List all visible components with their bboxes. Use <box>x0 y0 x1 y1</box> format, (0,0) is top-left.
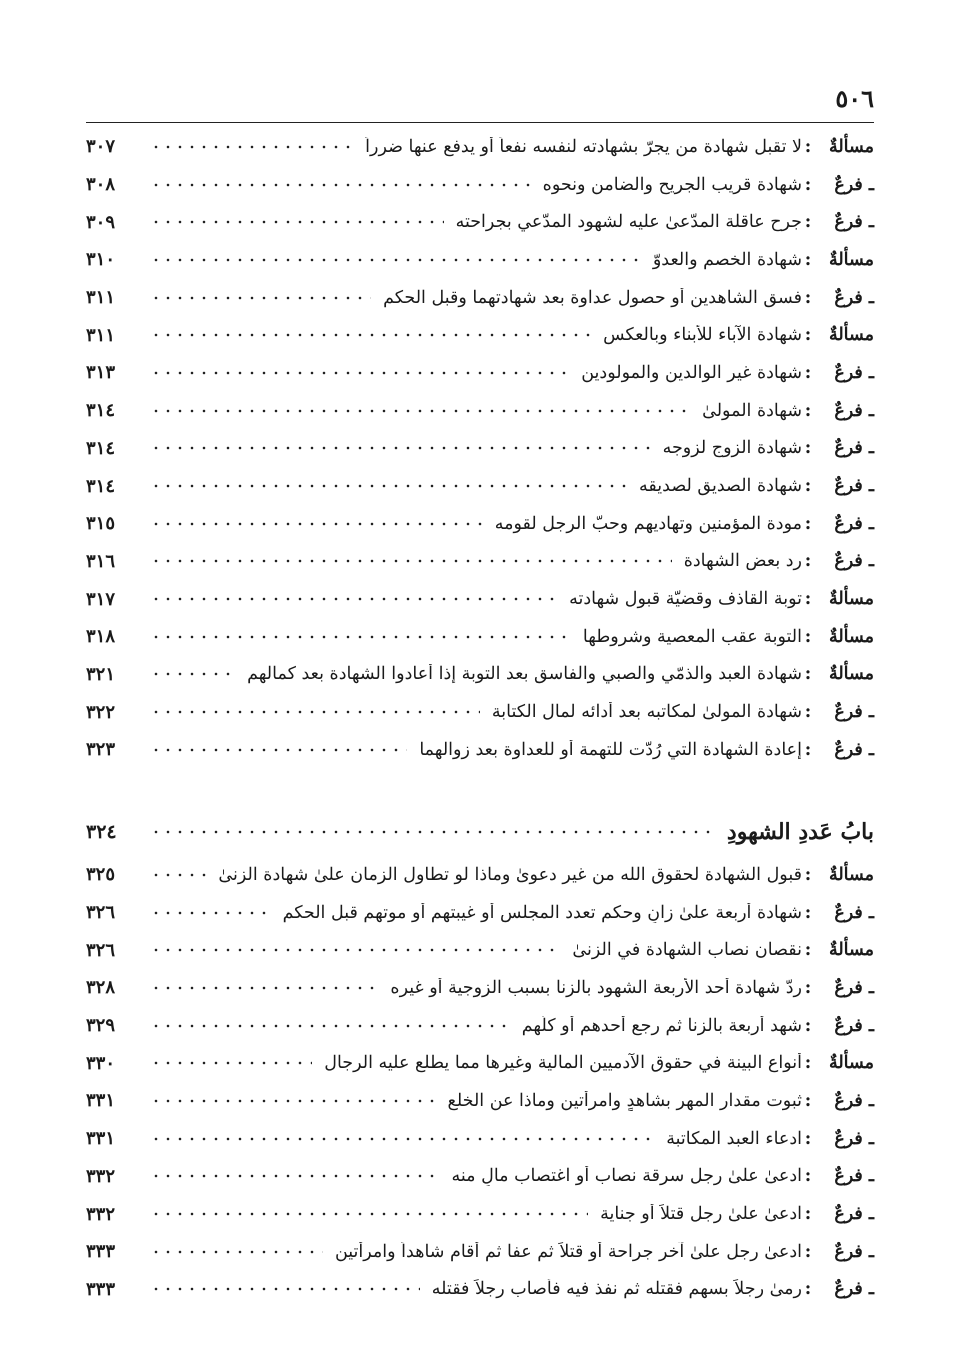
toc-entry <box>86 1082 874 1120</box>
entry-text: شهادة الخصم والعدوّ <box>652 249 802 270</box>
entry-page: ٣٢٦ <box>86 939 116 961</box>
chapter-heading <box>86 808 874 856</box>
entry-label: ـ فرعٌ <box>834 438 874 459</box>
dot-leader <box>150 1092 436 1110</box>
entry-text: شهادة الصديق لصديقه <box>639 476 802 497</box>
entry-label: مسألةٌ <box>828 664 874 685</box>
entry-colon: : <box>804 136 812 157</box>
toc-entry <box>86 969 874 1007</box>
entry-label: ـ فرعٌ <box>834 1015 874 1036</box>
entry-colon: : <box>804 174 812 195</box>
entry-text: ادعىٰ علىٰ رجل قتلاً أو جناية <box>600 1204 802 1225</box>
dot-leader <box>150 552 672 570</box>
entry-colon: : <box>804 1204 812 1225</box>
entry-page: ٣٣٣ <box>86 1278 116 1300</box>
entry-text: توبة القاذف وقضيّة قبول شهادته <box>569 589 802 610</box>
entry-page: ٣١١ <box>86 287 116 309</box>
dot-leader <box>150 1130 654 1148</box>
entry-text: ردّ شهادة أحد الأربعة الشهود بالزنا بسبب الزوجية أو غيره <box>390 977 802 998</box>
entry-colon: : <box>804 362 812 383</box>
entry-label: ـ فرعٌ <box>834 551 874 572</box>
entry-colon: : <box>804 626 812 647</box>
entry-colon: : <box>804 400 812 421</box>
entry-page: ٣٠٨ <box>86 174 116 196</box>
entry-colon: : <box>804 702 812 723</box>
entry-label: ـ فرعٌ <box>834 362 874 383</box>
entry-page: ٣٣٢ <box>86 1203 116 1225</box>
entry-text: رمىٰ رجلاً بسهم فقتله ثم نفذ فيه فأصاب رجلاً فقتله <box>431 1279 802 1300</box>
dot-leader <box>150 703 480 721</box>
entry-colon: : <box>804 1015 812 1036</box>
entry-page: ٣٢٥ <box>86 864 116 886</box>
dot-leader <box>150 665 235 683</box>
entry-page: ٣٢٢ <box>86 701 116 723</box>
entry-label: ـ فرعٌ <box>834 1204 874 1225</box>
dot-leader <box>150 251 641 269</box>
entry-colon: : <box>804 325 812 346</box>
entry-label: ـ فرعٌ <box>834 1241 874 1262</box>
entry-page: ٣٠٧ <box>86 136 116 158</box>
entry-label: ـ فرعٌ <box>834 400 874 421</box>
toc-entry <box>86 1007 874 1045</box>
toc-entry <box>86 1120 874 1158</box>
entry-text: جرح عاقلة المدّعىٰ عليه لشهود المدّعي بجراحته <box>455 212 802 233</box>
entry-page: ٣١٨ <box>86 626 116 648</box>
entry-text: ادعىٰ علىٰ رجل سرقة نصاب أو اغتصاب مالٍ منه <box>451 1166 802 1187</box>
entry-label: ـ فرعٌ <box>834 702 874 723</box>
toc-entry <box>86 731 874 769</box>
dot-leader <box>150 1243 323 1261</box>
entry-label: ـ فرعٌ <box>834 513 874 534</box>
header-rule <box>86 122 874 123</box>
entry-label: ـ فرعٌ <box>834 977 874 998</box>
entry-page: ٣٣١ <box>86 1128 116 1150</box>
entry-label: مسألةٌ <box>828 136 874 157</box>
entry-text: شهادة غير الوالدين والمولودين <box>581 362 802 383</box>
entry-colon: : <box>804 551 812 572</box>
entry-label: ـ فرعٌ <box>834 287 874 308</box>
entry-colon: : <box>804 940 812 961</box>
entry-text: شهادة المولىٰ <box>702 400 802 421</box>
dot-leader <box>150 176 531 194</box>
entry-page: ٣١٧ <box>86 588 116 610</box>
dot-leader <box>150 1280 420 1298</box>
dot-leader <box>150 138 353 156</box>
entry-text: نقصان نصاب الشهادة في الزنىٰ <box>572 940 802 961</box>
toc-entry <box>86 203 874 241</box>
dot-leader <box>150 326 591 344</box>
entry-label: مسألةٌ <box>828 1053 874 1074</box>
entry-page: ٣١٤ <box>86 475 116 497</box>
dot-leader <box>150 364 569 382</box>
dot-leader <box>150 402 690 420</box>
dot-leader <box>150 823 715 841</box>
toc-section-1 <box>86 128 874 769</box>
entry-text: شهادة الآباء للأبناء وبالعكس <box>603 325 802 346</box>
dot-leader <box>150 979 378 997</box>
toc-section-2 <box>86 808 874 1308</box>
dot-leader <box>150 904 271 922</box>
entry-colon: : <box>804 212 812 233</box>
entry-text: شهد أربعة بالزنا ثم رجع أحدهم أو كلّهم <box>521 1015 802 1036</box>
entry-text: قبول الشهادة لحقوق الله من غير دعوىٰ وماذا لو تطاول الزمان علىٰ شهادة الزنىٰ <box>218 864 802 885</box>
entry-page: ٣١٠ <box>86 249 116 271</box>
entry-colon: : <box>804 513 812 534</box>
entry-label: ـ فرعٌ <box>834 1128 874 1149</box>
entry-page: ٣٢٨ <box>86 977 116 999</box>
toc-entry <box>86 894 874 932</box>
entry-text: شهادة قريب الجريح والضامن ونحوه <box>542 174 802 195</box>
entry-page: ٣١٣ <box>86 362 116 384</box>
entry-page: ٣١٤ <box>86 437 116 459</box>
entry-colon: : <box>804 864 812 885</box>
chapter-title: بابُ عَددِ الشهودِ <box>726 819 874 845</box>
dot-leader <box>150 866 206 884</box>
chapter-page: ٣٢٤ <box>86 821 117 843</box>
toc-entry <box>86 354 874 392</box>
entry-text: ادعاء العبد المكاتبة <box>666 1128 802 1149</box>
entry-colon: : <box>804 739 812 760</box>
entry-label: مسألةٌ <box>828 325 874 346</box>
toc-entry <box>86 1233 874 1271</box>
toc-entry <box>86 505 874 543</box>
entry-page: ٣٣٢ <box>86 1165 116 1187</box>
dot-leader <box>150 1167 440 1185</box>
entry-colon: : <box>804 438 812 459</box>
entry-colon: : <box>804 1279 812 1300</box>
entry-label: ـ فرعٌ <box>834 476 874 497</box>
entry-page: ٣٢٣ <box>86 739 116 761</box>
entry-label: مسألةٌ <box>828 589 874 610</box>
entry-text: التوبة عقب المعصية وشروطها <box>582 626 802 647</box>
dot-leader <box>150 1205 588 1223</box>
dot-leader <box>150 741 407 759</box>
entry-page: ٣١٥ <box>86 513 116 535</box>
toc-entry <box>86 931 874 969</box>
toc-entry <box>86 543 874 581</box>
entry-colon: : <box>804 664 812 685</box>
entry-page: ٣١٦ <box>86 550 116 572</box>
entry-label: ـ فرعٌ <box>834 739 874 760</box>
toc-entry <box>86 856 874 894</box>
dot-leader <box>150 1054 312 1072</box>
toc-entry <box>86 166 874 204</box>
dot-leader <box>150 941 560 959</box>
toc-entry <box>86 430 874 468</box>
entry-colon: : <box>804 476 812 497</box>
entry-label: ـ فرعٌ <box>834 1090 874 1111</box>
dot-leader <box>150 477 627 495</box>
toc-entry <box>86 279 874 317</box>
toc-entry <box>86 618 874 656</box>
entry-label: مسألةٌ <box>828 626 874 647</box>
entry-label: ـ فرعٌ <box>834 1279 874 1300</box>
toc-entry <box>86 392 874 430</box>
entry-page: ٣٢١ <box>86 663 116 685</box>
entry-colon: : <box>804 1166 812 1187</box>
toc-entry <box>86 1158 874 1196</box>
entry-page: ٣٣٠ <box>86 1052 116 1074</box>
entry-text: شهادة العبد والذمّي والصبي والفاسق بعد التوبة إذا أعادوا الشهادة بعد كمالهم <box>247 664 802 685</box>
entry-label: مسألةٌ <box>828 940 874 961</box>
entry-page: ٣٢٦ <box>86 902 116 924</box>
entry-colon: : <box>804 1053 812 1074</box>
entry-label: ـ فرعٌ <box>834 212 874 233</box>
entry-label: مسألةٌ <box>828 864 874 885</box>
entry-colon: : <box>804 249 812 270</box>
entry-page: ٣٣٣ <box>86 1241 116 1263</box>
entry-colon: : <box>804 1241 812 1262</box>
toc-entry <box>86 1271 874 1309</box>
entry-label: ـ فرعٌ <box>834 174 874 195</box>
entry-label: ـ فرعٌ <box>834 1166 874 1187</box>
entry-text: لا تقبل شهادة من يجرّ بشهادته لنفسه نفعاً أو يدفع عنها ضرراً <box>365 136 802 157</box>
toc-entry <box>86 467 874 505</box>
entry-page: ٣٠٩ <box>86 211 116 233</box>
dot-leader <box>150 628 571 646</box>
entry-text: شهادة الزوج لزوجه <box>662 438 802 459</box>
toc-entry <box>86 580 874 618</box>
entry-page: ٣١٤ <box>86 400 116 422</box>
entry-colon: : <box>804 589 812 610</box>
entry-label: مسألةٌ <box>828 249 874 270</box>
entry-text: فسق الشاهدين أو حصول عداوة بعد شهادتهما وقبل الحكم <box>383 287 802 308</box>
entry-colon: : <box>804 977 812 998</box>
toc-entry <box>86 1044 874 1082</box>
entry-label: ـ فرعٌ <box>834 902 874 923</box>
entry-text: ثبوت مقدار المهر بشاهدٍ وامرأتين وماذا عن الخلع <box>447 1090 802 1111</box>
entry-colon: : <box>804 1128 812 1149</box>
page-number: ٥٠٦ <box>835 84 874 113</box>
toc-entry <box>86 1195 874 1233</box>
dot-leader <box>150 289 371 307</box>
entry-text: إعادة الشهادة التي رُدّت للتهمة أو للعداوة بعد زوالهما <box>419 739 802 760</box>
toc-entry <box>86 128 874 166</box>
entry-text: ادعىٰ رجل علىٰ آخر جراحة أو قتلاً ثم عفا ثم أقام شاهداً وامرأتين <box>334 1241 802 1262</box>
toc-entry <box>86 316 874 354</box>
entry-text: رد بعض الشهادة <box>683 551 802 572</box>
toc-entry <box>86 241 874 279</box>
dot-leader <box>150 515 483 533</box>
entry-text: شهادة المولىٰ لمكاتبه بعد أدائه لمال الكتابة <box>491 702 802 723</box>
entry-colon: : <box>804 287 812 308</box>
entry-page: ٣١١ <box>86 324 116 346</box>
entry-page: ٣٢٩ <box>86 1015 116 1037</box>
entry-colon: : <box>804 902 812 923</box>
dot-leader <box>150 213 444 231</box>
toc-entry <box>86 693 874 731</box>
dot-leader <box>150 590 557 608</box>
dot-leader <box>150 1017 510 1035</box>
entry-text: أنواع البينة في حقوق الآدميين المالية وغيرها مما يطلع عليه الرجال <box>324 1053 802 1074</box>
dot-leader <box>150 439 651 457</box>
entry-text: مودة المؤمنين وتهاديهم وحبّ الرجل لقومه <box>494 513 802 534</box>
entry-colon: : <box>804 1090 812 1111</box>
toc-entry <box>86 656 874 694</box>
entry-page: ٣٣١ <box>86 1090 116 1112</box>
entry-text: شهادة أربعة علىٰ زانٍ وحكم تعدد المجلس أو غيبتهم أو موتهم قبل الحكم <box>282 902 802 923</box>
